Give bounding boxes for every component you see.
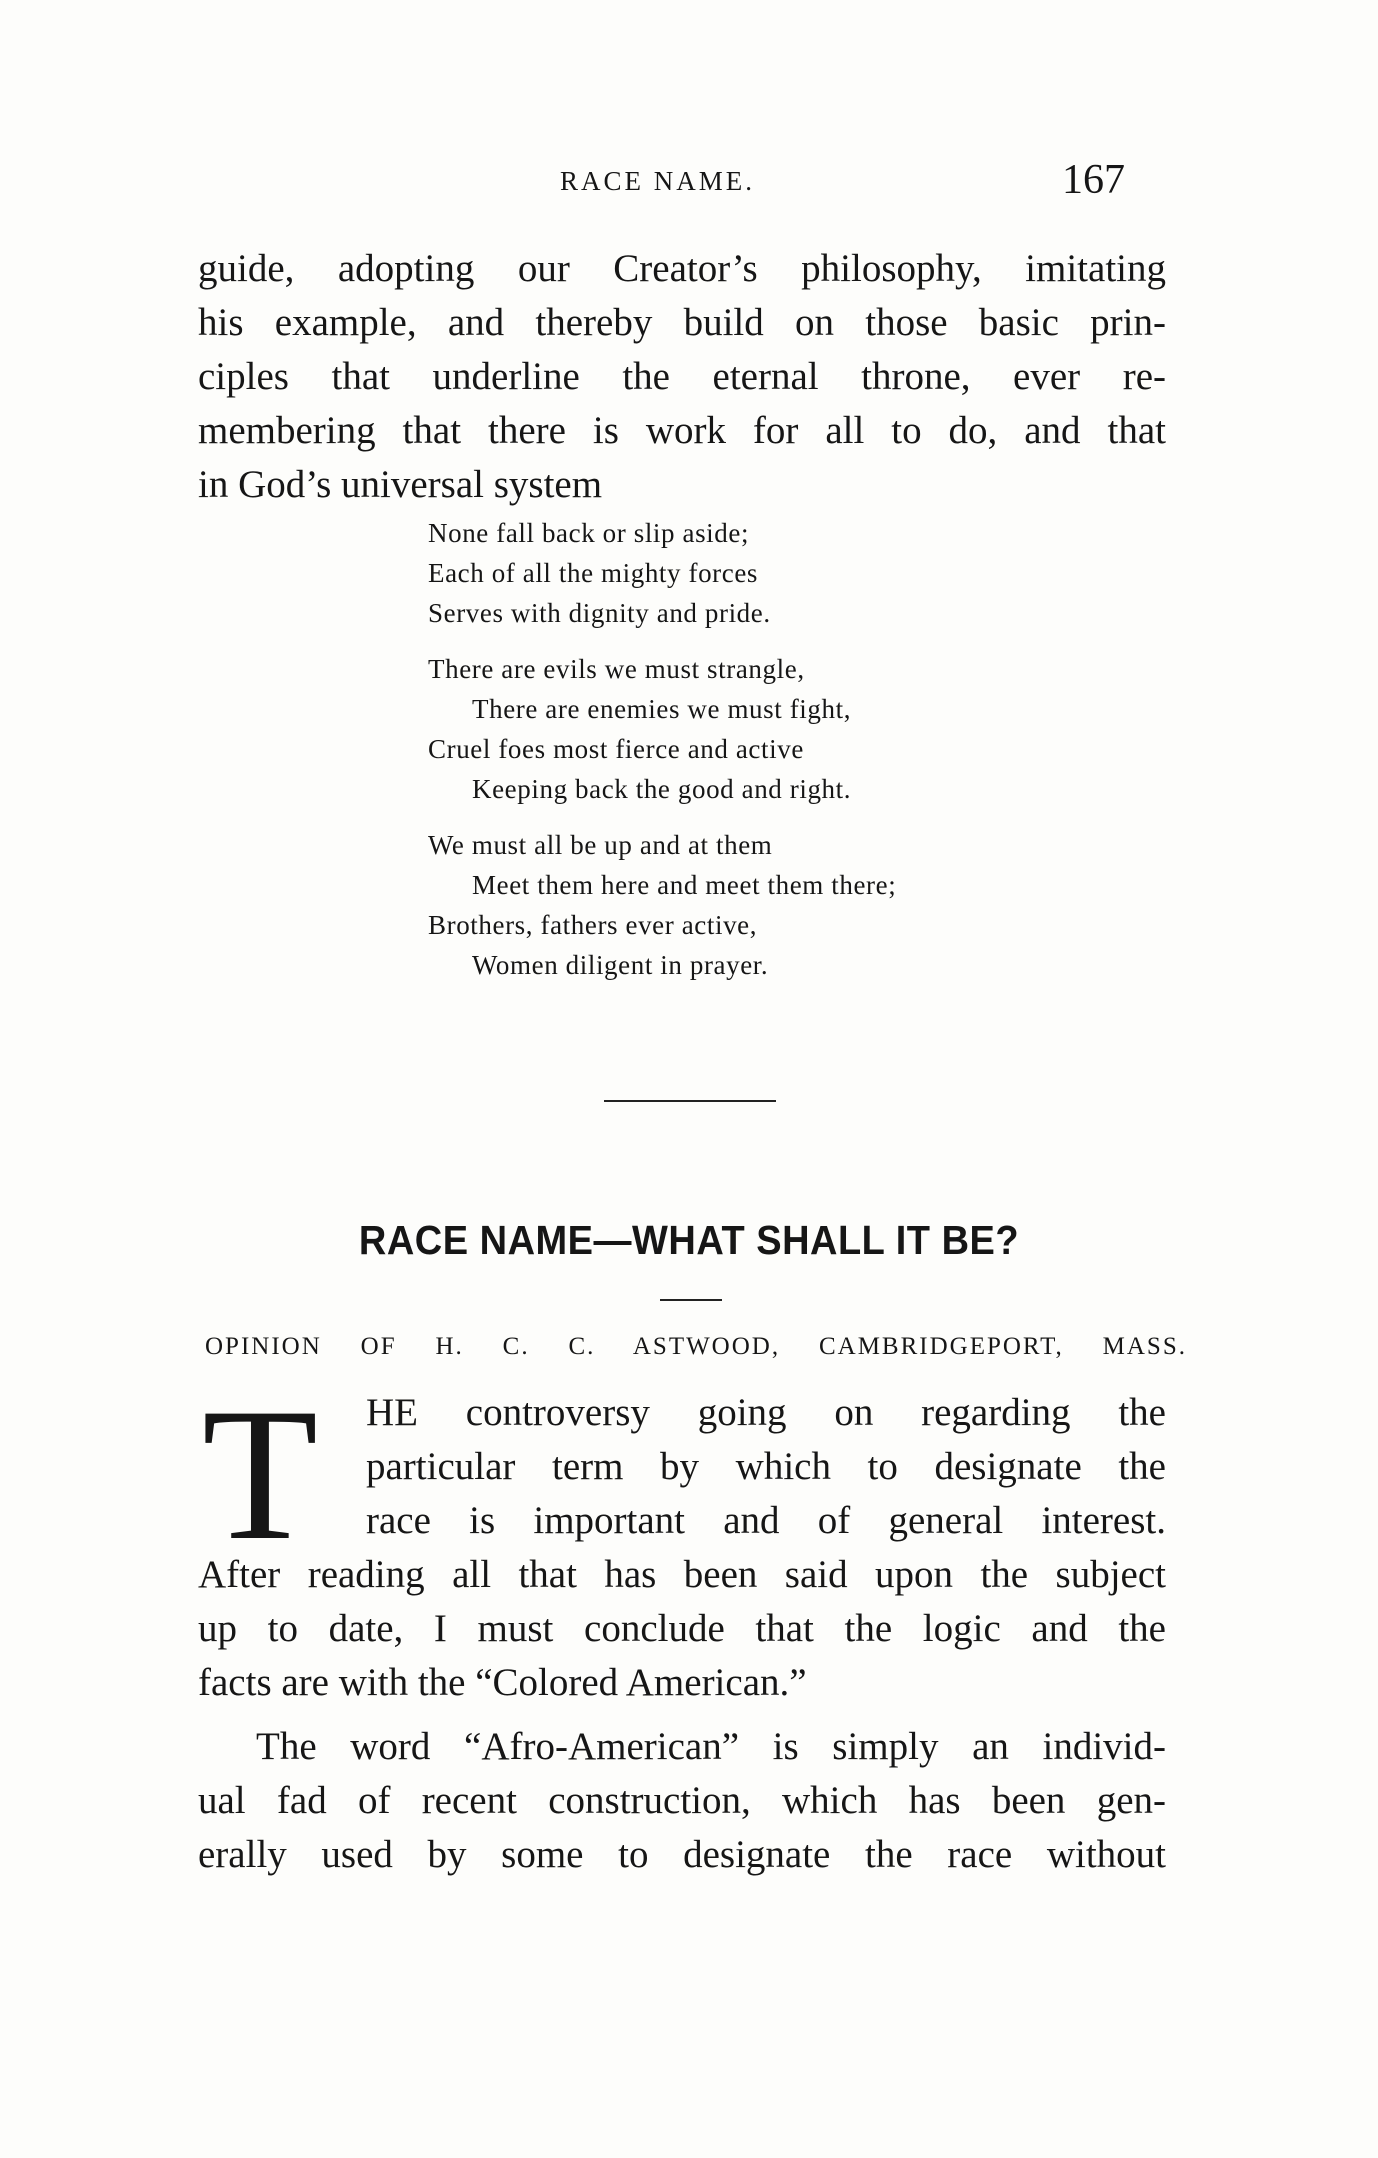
running-title: RACE NAME. bbox=[560, 166, 756, 196]
text-line: race is important and of general interest. bbox=[366, 1499, 1166, 1542]
poem-line: Meet them here and meet them there; bbox=[472, 870, 897, 900]
poem-line: None fall back or slip aside; bbox=[428, 518, 750, 548]
paragraph bbox=[198, 1386, 1166, 1710]
text-line: in God’s universal system bbox=[198, 463, 603, 506]
text-line: membering that there is work for all to do, and that bbox=[198, 409, 1166, 452]
poem-stanza bbox=[428, 513, 896, 633]
drop-cap: T bbox=[202, 1370, 319, 1580]
poem-line: Each of all the mighty forces bbox=[428, 558, 759, 588]
poem bbox=[428, 513, 896, 1001]
text-line: facts are with the “Colored American.” bbox=[198, 1661, 807, 1704]
text-line: After reading all that has been said upon the subject bbox=[198, 1553, 1166, 1596]
page-number: 167 bbox=[1062, 157, 1125, 203]
poem-line: Brothers, fathers ever active, bbox=[428, 910, 758, 940]
text-line: erally used by some to designate the race without bbox=[198, 1833, 1166, 1876]
poem-line: Cruel foes most fierce and active bbox=[428, 734, 804, 764]
article-body bbox=[198, 1386, 1166, 1882]
section-title: RACE NAME—WHAT SHALL IT BE? bbox=[358, 1218, 1020, 1264]
byline: OPINION OF H. C. C. ASTWOOD, CAMBRIDGEPORT, MASS. bbox=[205, 1333, 1187, 1360]
poem-line: Women diligent in prayer. bbox=[472, 950, 769, 980]
text-line: up to date, I must conclude that the logic and the bbox=[198, 1607, 1166, 1650]
text-line: ual fad of recent construction, which has been gen- bbox=[198, 1779, 1166, 1822]
poem-line: Serves with dignity and pride. bbox=[428, 598, 771, 628]
title-underline bbox=[660, 1299, 722, 1301]
poem-line: There are evils we must strangle, bbox=[428, 654, 805, 684]
text-line: guide, adopting our Creator’s philosophy, imitating bbox=[198, 247, 1166, 290]
poem-line: We must all be up and at them bbox=[428, 830, 773, 860]
paragraph bbox=[198, 1720, 1166, 1882]
text-line: ciples that underline the eternal throne, ever re- bbox=[198, 355, 1166, 398]
text-line: his example, and thereby build on those basic prin- bbox=[198, 301, 1166, 344]
poem-stanza bbox=[428, 649, 896, 809]
section-divider bbox=[604, 1100, 776, 1102]
poem-line: Keeping back the good and right. bbox=[472, 774, 852, 804]
text-line: particular term by which to designate the bbox=[366, 1445, 1166, 1488]
opening-paragraph bbox=[198, 242, 1166, 512]
poem-stanza bbox=[428, 825, 896, 985]
text-line: The word “Afro-American” is simply an individ- bbox=[256, 1725, 1166, 1768]
text-line: HE controversy going on regarding the bbox=[366, 1391, 1166, 1434]
poem-line: There are enemies we must fight, bbox=[472, 694, 852, 724]
